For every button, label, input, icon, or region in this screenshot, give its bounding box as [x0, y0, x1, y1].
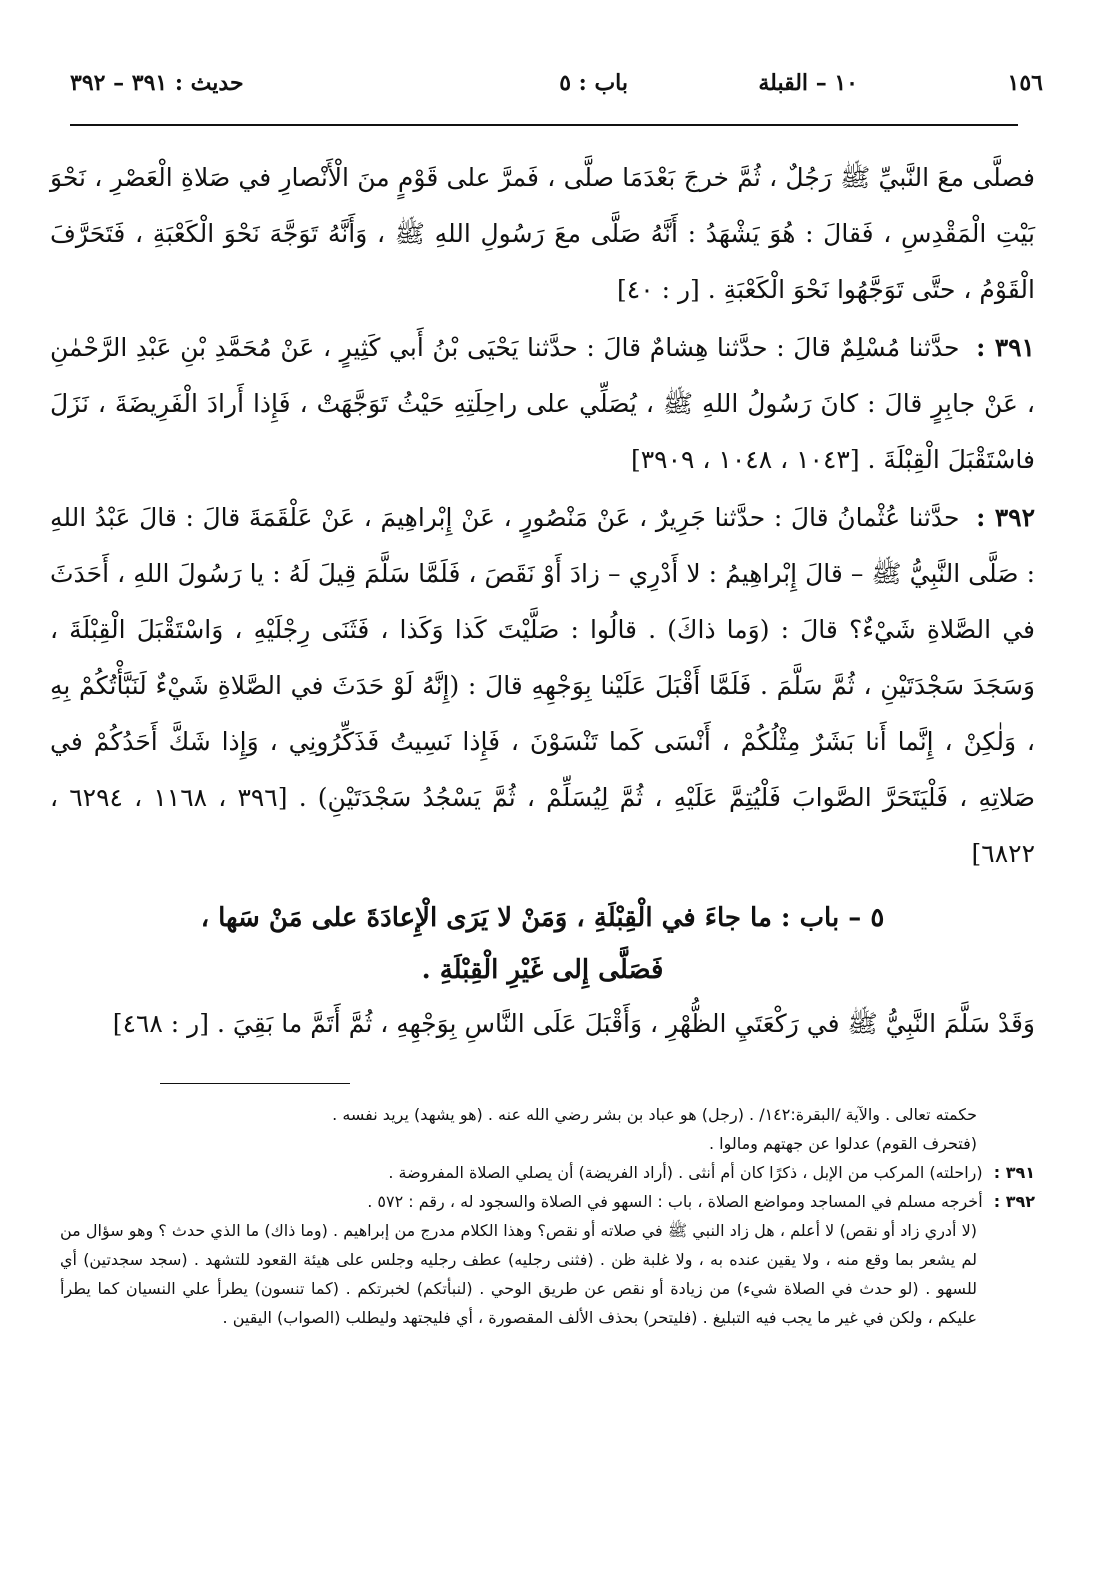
footnote-text: (راحلته) المركب من الإبل ، ذكرًا كان أم أنثى . (أراد الفريضة) أن يصلي الصلاة المفروضة .	[388, 1163, 983, 1182]
footnote-number: ٣٩١ :	[993, 1163, 1035, 1182]
footnotes	[60, 1100, 1035, 1332]
hadith-391	[50, 320, 1035, 488]
intro-paragraph	[50, 150, 1035, 318]
footnote-392	[60, 1187, 1035, 1216]
chapter-heading	[50, 892, 1035, 996]
header-divider	[70, 124, 1018, 126]
hadith-392	[50, 490, 1035, 882]
footnote-divider	[160, 1083, 350, 1084]
running-header	[70, 70, 1043, 110]
hadith-cross-references: [١٠٤٣ ، ١٠٤٨ ، ٣٩٠٩]	[630, 445, 860, 474]
footnote-391	[60, 1158, 1035, 1187]
footnote-intro-line-1: حكمته تعالى . والآية /البقرة:١٤٢/ . (رجل) هو عباد بن بشر رضي الله عنه . (هو يشهد) يريد نفسه .	[332, 1105, 977, 1124]
hadith-number: ٣٩٢ :	[976, 503, 1036, 532]
chapter-heading-line-2: فَصَلَّى إِلى غَيْرِ الْقِبْلَةِ .	[421, 955, 664, 985]
footnote-392-glossary: (لا أدري زاد أو نقص) لا أعلم ، هل زاد النبي ﷺ في صلاته أو نقص؟ وهذا الكلام مدرج من إبراهيم . (وما ذاك) ما الذي حدث ؟ وهو سؤال من لم يشعر بما وقع منه ، ولا يقين عنده به ، ولا غلبة ظن . (فثنى رجليه) عطف رجليه وجلس على هيئة القعود للتشهد . (سجد سجدتين) أي للسهو . (لو حدث في الصلاة شيء) من زيادة أو نقص عن طريق الوحي . (لنبأتكم) لخبرتكم . (كما تنسون) يطرأ علي النسيان كما يطرأ عليكم ، ولكن في غير ما يجب فيه التبليغ . (فليتحر) بحذف الألف المقصورة ، أي فليجتهد وليطلب (الصواب) اليقين .	[60, 1221, 977, 1327]
chapter-note	[50, 996, 1035, 1052]
page-number: ١٥٦	[1007, 70, 1043, 96]
hadith-text: حدَّثنا مُسْلِمٌ قالَ : حدَّثنا هِشامٌ قالَ : حدَّثنا يَحْيَى بْنُ أَبي كَثِيرٍ ، عَنْ مُحَمَّدِ بْنِ عَبْدِ الرَّحْمٰنِ ، عَنْ جابِرٍ قالَ : كانَ رَسُولُ اللهِ ﷺ ، يُصَلِّي على راحِلَتِهِ حَيْثُ تَوَجَّهَتْ ، فَإِذا أَرادَ الْفَرِيضَةَ ، نَزَلَ فاسْتَقْبَلَ الْقِبْلَةَ .	[50, 333, 1035, 474]
book-title: ١٠ – القبلة	[758, 70, 858, 96]
footnote-intro-line-2: (فتحرف القوم) عدلوا عن جهتهم ومالوا .	[708, 1134, 977, 1153]
footnote-number: ٣٩٢ :	[993, 1192, 1035, 1211]
intro-text: فصلَّى معَ النَّبيِّ ﷺ رَجُلٌ ، ثُمَّ خرجَ بَعْدَمَا صلَّى ، فَمرَّ على قَوْمٍ منَ الْأَنْصارِ في صَلاةِ الْعَصْرِ ، نَحْوَ بَيْتِ الْمَقْدِسِ ، فَقالَ : هُوَ يَشْهَدُ : أَنَّهُ صَلَّى معَ رَسُولِ اللهِ ﷺ ، وَأَنَّهُ تَوَجَّهَ نَحْوَ الْكَعْبَةِ ، فَتَحَرَّفَ الْقَوْمُ ، حتَّى تَوَجَّهُوا نَحْوَ الْكَعْبَةِ .	[50, 163, 1035, 304]
intro-reference: [ر : ٤٠]	[617, 275, 700, 304]
chapter-note-reference: [ر : ٤٦٨]	[112, 1009, 210, 1038]
hadith-range: حديث : ٣٩١ – ٣٩٢	[70, 70, 244, 96]
footnote-text: أخرجه مسلم في المساجد ومواضع الصلاة ، باب : السهو في الصلاة والسجود له ، رقم : ٥٧٢ .	[367, 1192, 983, 1211]
chapter-label: باب : ٥	[559, 70, 628, 96]
main-text	[50, 150, 1035, 1052]
hadith-number: ٣٩١ :	[976, 333, 1035, 362]
hadith-text: حدَّثنا عُثْمانُ قالَ : حدَّثنا جَرِيرٌ ، عَنْ مَنْصُورٍ ، عَنْ إِبْراهِيمَ ، عَنْ عَلْقَمَةَ قالَ : قالَ عَبْدُ اللهِ : صَلَّى النَّبِيُّ ﷺ – قالَ إِبْراهِيمُ : لا أَدْرِي – زادَ أَوْ نَقَصَ ، فَلَمَّا سَلَّمَ قِيلَ لَهُ : يا رَسُولَ اللهِ ، أَحَدَثَ في الصَّلاةِ شَيْءٌ؟ قالَ : (وَما ذاكَ) . قالُوا : صَلَّيْتَ كَذا وَكَذا ، فَثَنَى رِجْلَيْهِ ، وَاسْتَقْبَلَ الْقِبْلَةَ ، وَسَجَدَ سَجْدَتَيْنِ ، ثُمَّ سَلَّمَ . فَلَمَّا أَقْبَلَ عَلَيْنا بِوَجْهِهِ قالَ : (إِنَّهُ لَوْ حَدَثَ في الصَّلاةِ شَيْءٌ لَنَبَّأْتُكُمْ بِهِ ، وَلٰكِنْ ، إِنَّما أَنا بَشَرٌ مِثْلُكُمْ ، أَنْسَى كَما تَنْسَوْنَ ، فَإِذا نَسِيتُ فَذَكِّرُونِي ، وَإِذا شَكَّ أَحَدُكُمْ في صَلاتِهِ ، فَلْيَتَحَرَّ الصَّوابَ فَلْيُتِمَّ عَلَيْهِ ، ثُمَّ لِيُسَلِّمْ ، ثُمَّ يَسْجُدُ سَجْدَتَيْنِ) .	[50, 503, 1035, 812]
hadith-cross-references: [٣٩٦ ، ١١٦٨ ، ٦٢٩٤ ، ٦٨٢٢]	[50, 783, 1035, 868]
chapter-heading-line-1: ٥ – باب : ما جاءَ في الْقِبْلَةِ ، وَمَنْ لا يَرَى الْإِعادَةَ على مَنْ سَها ،	[200, 903, 885, 933]
chapter-note-text: وَقَدْ سَلَّمَ النَّبِيُّ ﷺ في رَكْعَتَيِ الظُّهْرِ ، وَأَقْبَلَ عَلَى النَّاسِ بِوَجْهِهِ ، ثُمَّ أَتَمَّ ما بَقِيَ .	[216, 1009, 1035, 1038]
